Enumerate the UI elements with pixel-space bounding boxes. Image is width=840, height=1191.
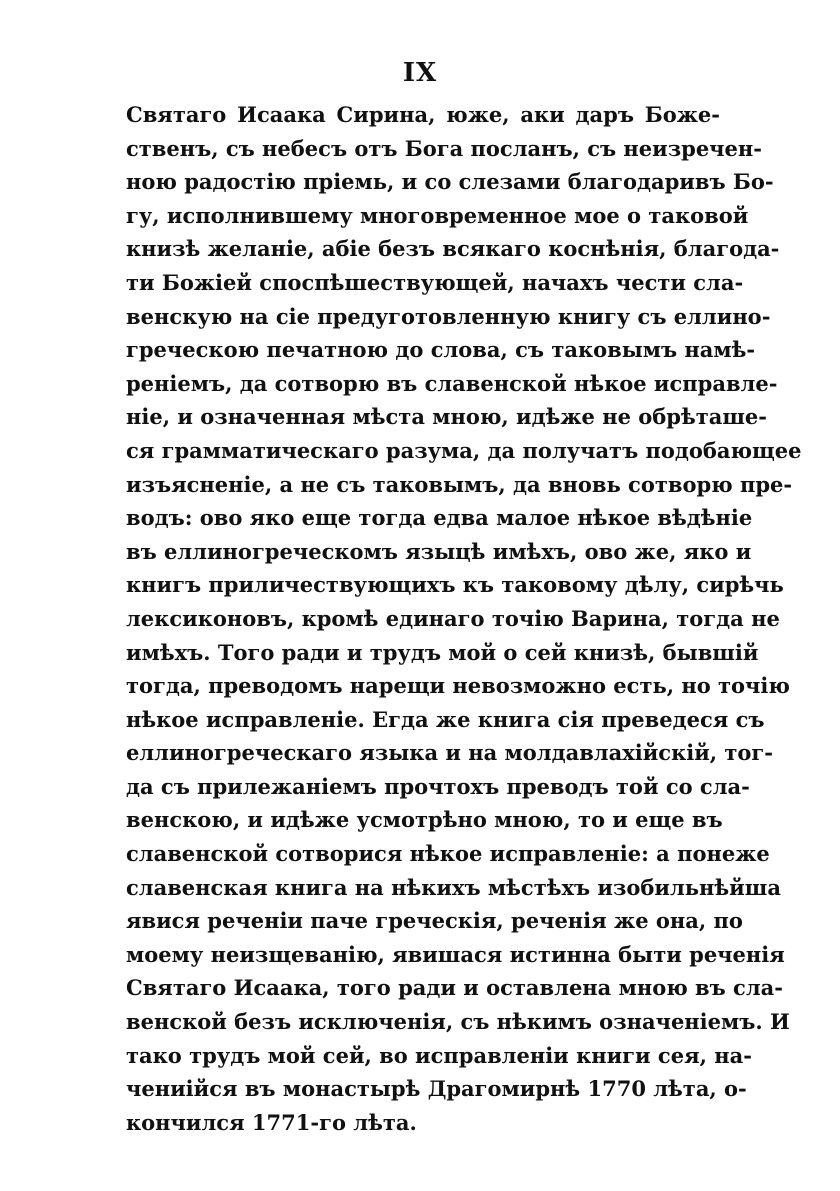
text-line: греческою печатною до слова, съ таковымъ намѣ- — [126, 337, 756, 363]
text-line: реніемъ, да сотворю въ славенской нѣкое исправле- — [126, 370, 778, 396]
text-line: Святаго Исаака Сирина, юже, аки даръ Боже- — [126, 102, 720, 127]
text-line: книзѣ желаніе, абіе безъ всякаго коснѣнія, благода- — [126, 236, 780, 262]
text-line: славенская книга на нѣкихъ мѣстѣхъ изобильнѣйша — [126, 874, 781, 900]
text-line: водъ: ово яко еще тогда едва малое нѣкое вѣдѣніе — [126, 505, 753, 531]
text-line: нѣкое исправленіе. Егда же книга сія преведеся съ — [126, 706, 765, 732]
text-line: явися реченіи паче греческія, реченія же она, по — [126, 908, 743, 934]
text-line: въ еллиногреческомъ языцѣ имѣхъ, ово же, яко и — [126, 538, 752, 564]
text-line: ною радостію пріемь, и со слезами благодаривъ Бо- — [126, 169, 774, 195]
text-line: чениійся въ монастырѣ Драгомирнѣ 1770 лѣта, о- — [126, 1076, 747, 1102]
text-line: Святаго Исаака, того ради и оставлена мною въ сла- — [126, 975, 783, 1001]
text-line: тогда, преводомъ нарещи невозможно есть, но точію — [126, 673, 790, 699]
text-line: книгъ приличествующихъ къ таковому дѣлу, сирѣчь — [126, 572, 784, 598]
text-line: ся грамматическаго разума, да получатъ подобающее — [126, 437, 802, 463]
text-line: имѣхъ. Того ради и трудъ мой о сей книзѣ, бывшій — [126, 639, 759, 665]
page-number: IX — [402, 58, 438, 88]
text-line: славенской сотворися нѣкое исправленіе: а понеже — [126, 841, 770, 867]
text-line: венскою, и идѣже усмотрѣно мною, то и еще въ — [126, 807, 723, 833]
text-line: венскую на сіе предуготовленную книгу съ еллино- — [126, 303, 771, 329]
text-line: ственъ, съ небесъ отъ Бога посланъ, съ неизречен- — [126, 135, 762, 161]
text-line: еллиногреческаго языка и на молдавлахійскій, тог- — [126, 740, 774, 766]
body-text — [126, 98, 802, 1139]
text-line: кончился 1771-го лѣта. — [126, 1109, 417, 1135]
text-line: моему неизщеванію, явишася истинна быти реченія — [126, 941, 785, 967]
text-line: лексиконовъ, кромѣ единаго точію Варина, тогда не — [126, 605, 780, 631]
text-line: тако трудъ мой сей, во исправленіи книги сея, на- — [126, 1042, 752, 1068]
text-line: да съ прилежаніемъ прочтохъ преводъ той со сла- — [126, 773, 750, 799]
text-line: венской безъ исключенія, съ нѣкимъ означеніемъ. И — [126, 1009, 790, 1035]
text-line: ти Божіей споспѣшествующей, начахъ чести сла- — [126, 269, 744, 295]
text-line: ніе, и означенная мѣста мною, идѣже не обрѣташе- — [126, 404, 767, 430]
text-line: изъясненіе, а не съ таковымъ, да вновь сотворю пре- — [126, 471, 793, 497]
text-line: гу, исполнившему многовременное мое о таковой — [126, 202, 749, 228]
